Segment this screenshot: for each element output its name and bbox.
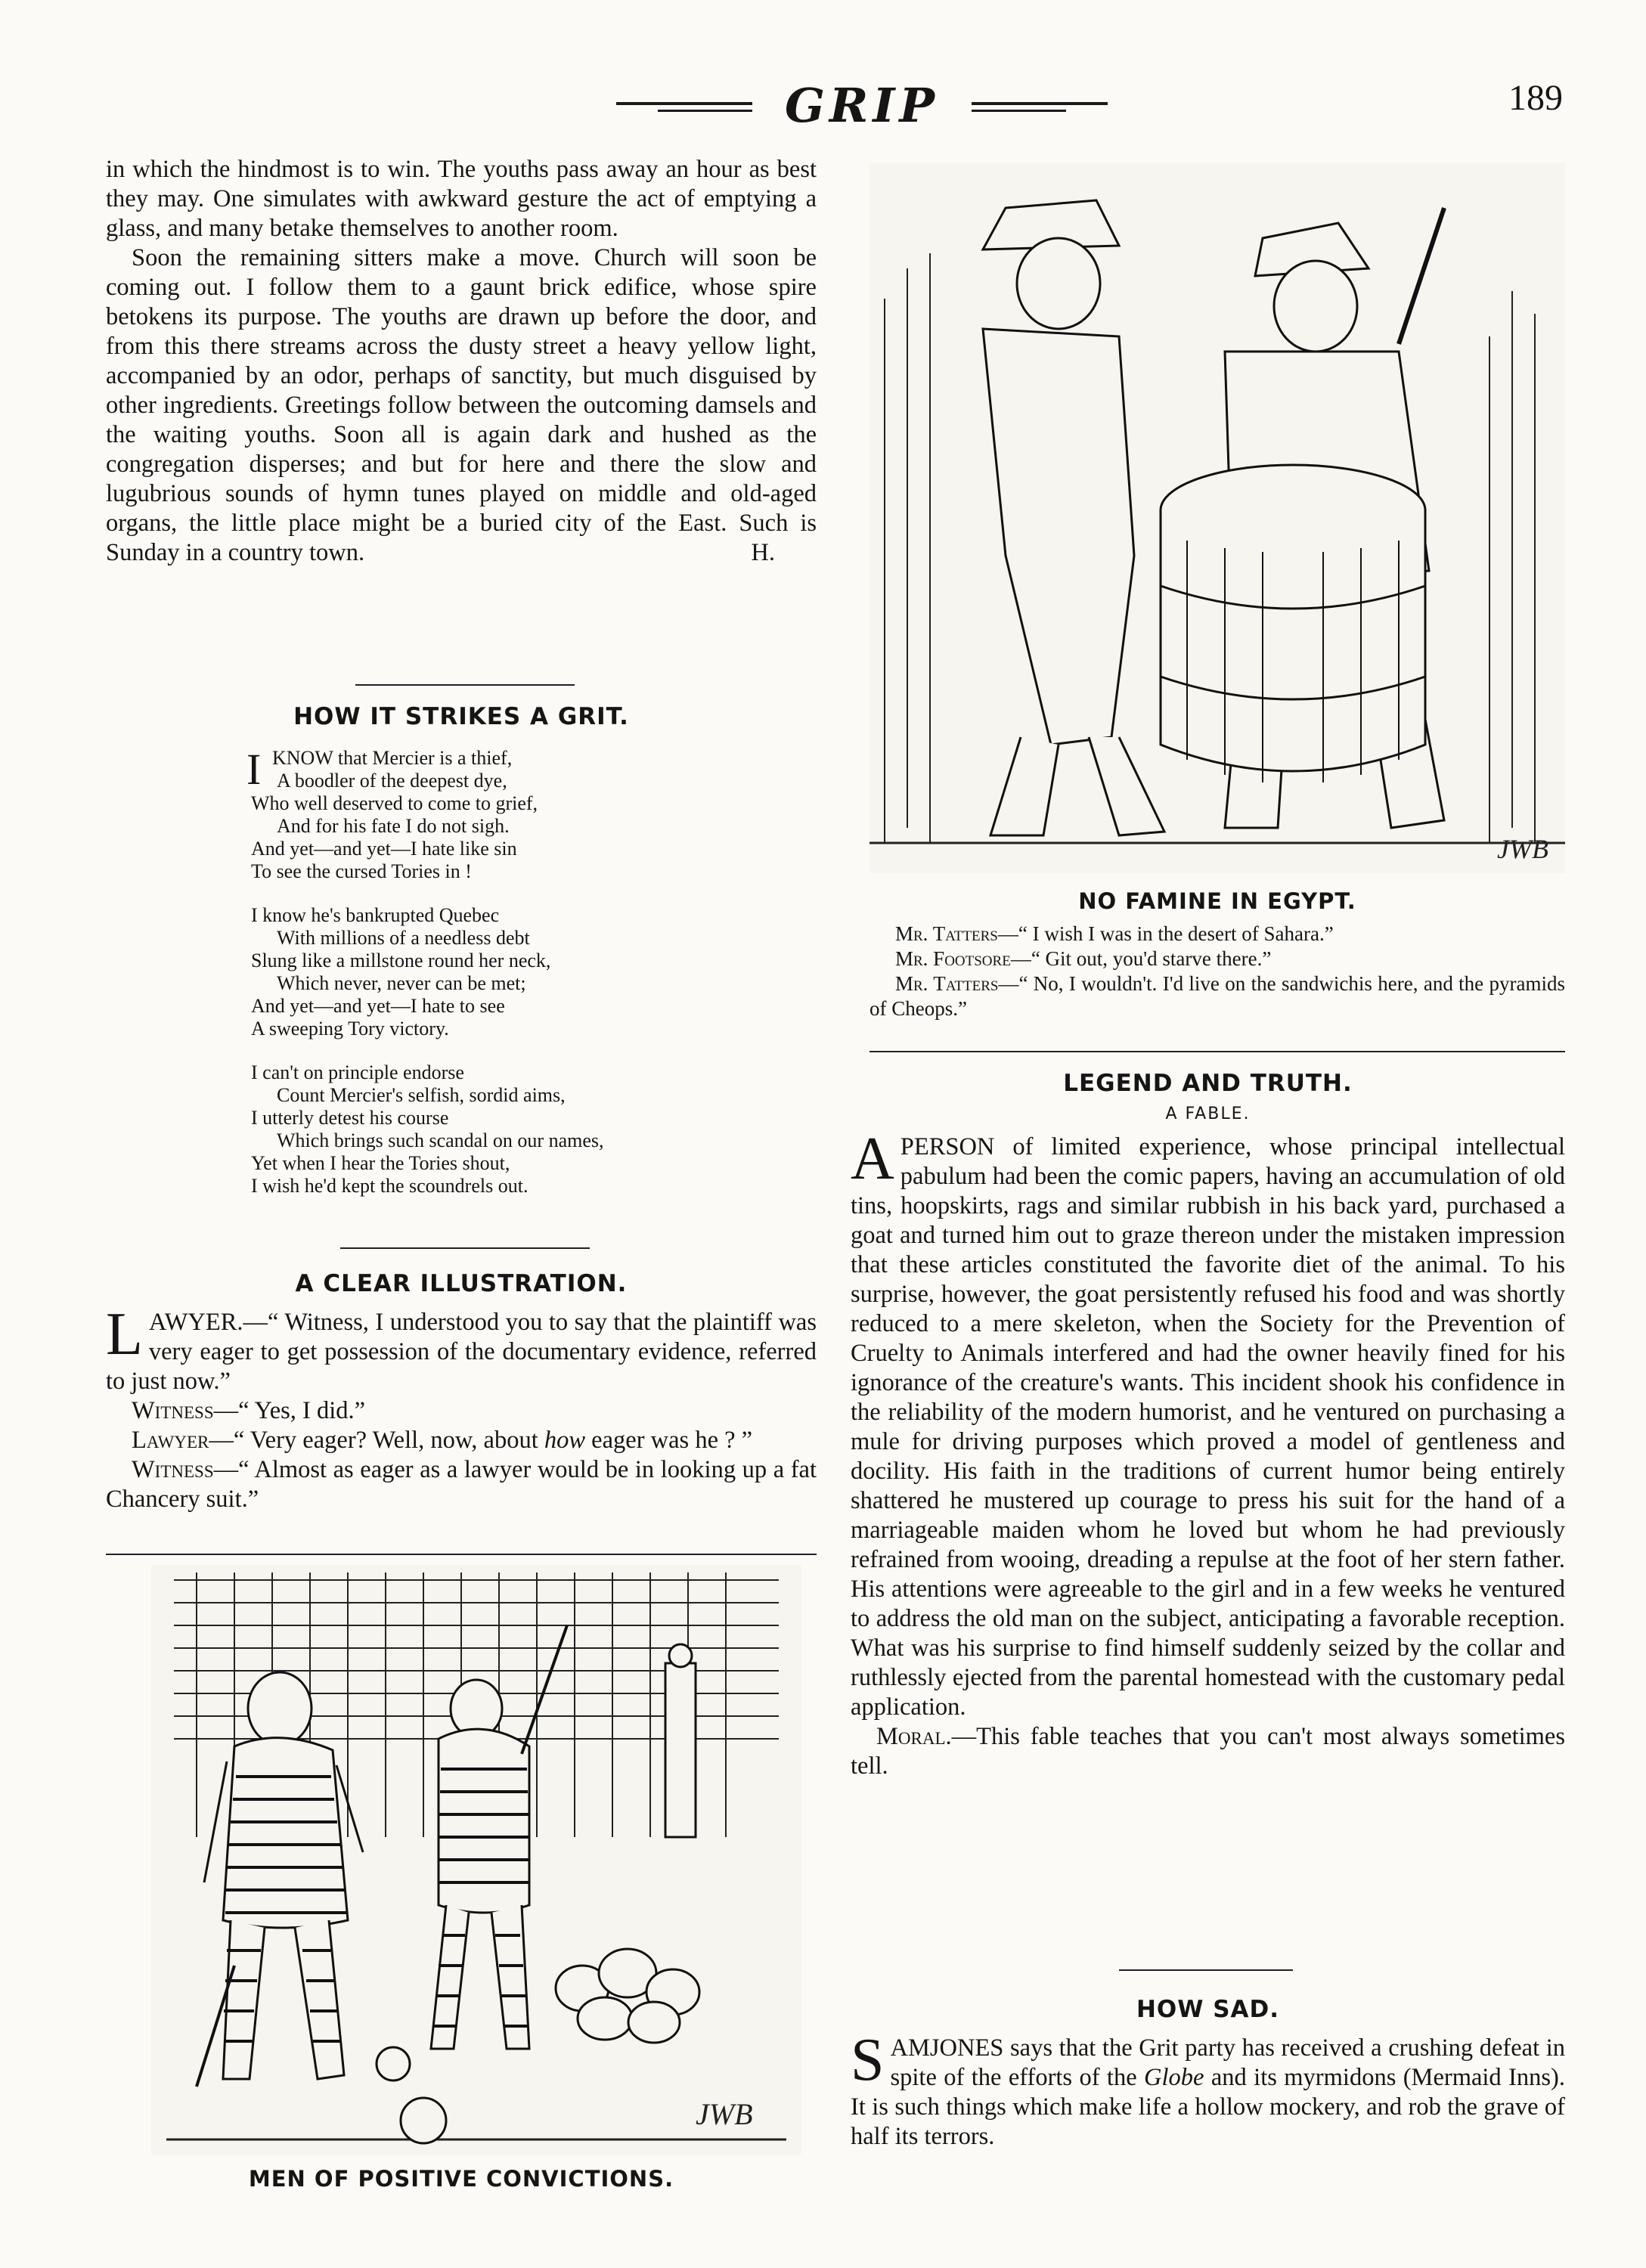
legend-and-truth <box>851 1070 1565 1781</box>
cartoon-men-of-positive-convictions <box>151 1565 801 2155</box>
howsad-dropcap: S <box>851 2027 885 2093</box>
poem-line: To see the cursed Tories in ! <box>251 860 472 882</box>
poem-line: KNOW that Mercier is a thief, <box>272 747 513 769</box>
clear-emphasis: how <box>544 1427 586 1454</box>
legend-title: LEGEND AND TRUTH. <box>1063 1070 1353 1097</box>
poem-line: I utterly detest his course <box>251 1107 449 1129</box>
intro-signature: H. <box>751 539 775 566</box>
poem-body <box>246 745 780 1198</box>
legend-paragraph <box>851 1126 1565 1722</box>
poem-line: I can't on principle endorse <box>251 1061 464 1083</box>
masthead <box>0 72 1646 140</box>
howsad-emphasis: Globe <box>1144 2064 1204 2091</box>
how-sad <box>851 1996 1565 2152</box>
poem-line: A sweeping Tory victory. <box>251 1018 449 1040</box>
howsad-text: and its myrmidons (Mermaid Inns). It is such things which make life a hollow mockery, and rob the grave of half its terrors. <box>851 2064 1565 2150</box>
divider <box>355 684 575 686</box>
masthead-title: GRIP <box>784 78 940 133</box>
speaker-label: AWYER. <box>148 1309 243 1336</box>
poem-line: And yet—and yet—I hate like sin <box>251 838 517 860</box>
clear-lawyer-1 <box>106 1301 817 1396</box>
clear-text: —“ Almost as eager as a lawyer would be in looking up a fat Chancery suit.” <box>106 1456 817 1513</box>
poem-line: A boodler of the deepest dye, <box>277 770 507 792</box>
moral-label: Moral. <box>876 1723 952 1750</box>
cartoon-right-initials: JWB <box>1497 834 1548 864</box>
legend-moral <box>851 1722 1565 1781</box>
divider <box>869 1051 1565 1052</box>
clear-illustration <box>106 1270 817 1514</box>
speaker-label: Witness <box>132 1456 214 1483</box>
clear-text: —“ Witness, I understood you to say that the plaintiff was very eager to get possession of the documentary evidence, referred to just now.” <box>106 1309 817 1395</box>
cartoon-left-initials: JWB <box>696 2097 753 2131</box>
howsad-body <box>851 2027 1565 2152</box>
dialog-line-3 <box>869 971 1565 1021</box>
poem-line: I know he's bankrupted Quebec <box>251 904 500 926</box>
poem-line: I wish he'd kept the scoundrels out. <box>251 1175 529 1197</box>
poem-line: With millions of a needless debt <box>277 927 530 949</box>
cartoon-right-dialog <box>869 922 1565 1021</box>
intro-paragraph-1: in which the hindmost is to win. The youths pass away an hour as best they may. One simulates with awkward gesture the act of emptying a glass, and many betake themselves to another room. <box>106 156 817 242</box>
poem-section <box>106 703 817 730</box>
poem-line: Slung like a millstone round her neck, <box>251 950 551 971</box>
legend-dropcap: A <box>851 1126 894 1192</box>
poem-line: Count Mercier's selfish, sordid aims, <box>277 1084 566 1106</box>
speaker-label: Witness <box>132 1397 214 1424</box>
poem-dropcap: I <box>246 745 262 794</box>
clear-lawyer-2 <box>106 1426 817 1455</box>
page-number: 189 <box>1508 78 1563 118</box>
poem-line: And for his fate I do not sigh. <box>277 815 510 837</box>
cartoon-right-caption-block <box>869 888 1565 1021</box>
cartoon-no-famine-in-egypt <box>869 163 1565 873</box>
clear-text: —“ Very eager? Well, now, about <box>209 1427 544 1454</box>
dialog-line-2 <box>869 947 1565 971</box>
cartoon-left-caption: MEN OF POSITIVE CONVICTIONS. <box>248 2166 674 2192</box>
divider <box>1119 1969 1293 1971</box>
tramps-illustration <box>869 163 1565 873</box>
clear-title: A CLEAR ILLUSTRATION. <box>295 1270 628 1297</box>
poem-line: Which never, never can be met; <box>277 972 526 994</box>
masthead-rule-left <box>616 102 752 105</box>
speaker-label: Mr. Footsore <box>895 947 1011 970</box>
poem-stanza-1 <box>251 747 780 770</box>
poem-line: Which brings such scandal on our names, <box>277 1129 604 1151</box>
masthead-rule-left-2 <box>658 110 752 112</box>
divider <box>106 1554 817 1555</box>
clear-dropcap: L <box>106 1301 143 1368</box>
clear-body <box>106 1301 817 1514</box>
speaker-label: Mr. Tatters <box>895 922 998 945</box>
masthead-rule-right <box>972 102 1108 105</box>
poem-line: Who well deserved to come to grief, <box>251 792 538 814</box>
howsad-title: HOW SAD. <box>1136 1996 1280 2023</box>
dialog-text: —“ No, I wouldn't. I'd live on the sandwichis here, and the pyramids of Cheops.” <box>869 972 1565 1020</box>
speaker-label: Mr. Tatters <box>895 972 999 995</box>
masthead-rule-right-2 <box>972 110 1066 112</box>
convicts-illustration <box>151 1565 801 2155</box>
legend-body <box>851 1126 1565 1781</box>
clear-witness-2 <box>106 1455 817 1514</box>
howsad-paragraph <box>851 2027 1565 2152</box>
dialog-text: —“ Git out, you'd starve there.” <box>1010 947 1272 970</box>
poem-line: Yet when I hear the Tories shout, <box>251 1152 510 1174</box>
clear-witness-1 <box>106 1396 817 1426</box>
dialog-text: —“ I wish I was in the desert of Sahara.” <box>997 922 1334 945</box>
intro-article <box>106 155 817 568</box>
clear-text: —“ Yes, I did.” <box>213 1397 366 1424</box>
howsad-text: AMJONES says that the Grit party has received a crushing defeat in spite of the efforts of the <box>890 2034 1565 2091</box>
intro-paragraph-2: Soon the remaining sitters make a move. Church will soon be coming out. I follow them to a gaunt brick edifice, whose spire betokens its purpose. The youths are drawn up before the door, and from this there streams across the dusty street a heavy yellow light, accompanied by an odor, perhaps of sanctity, but much disguised by other ingredients. Greetings follow between the outcoming damsels and the waiting youths. Soon all is again dark and hushed as the congregation disperses; and but for here and there the slow and lugubrious sounds of hymn tunes played on middle and old-aged organs, the little place might be a buried city of the East. Such is Sunday in a country town. <box>106 244 817 566</box>
poem-title: HOW IT STRIKES A GRIT. <box>293 703 629 730</box>
legend-subtitle: A FABLE. <box>1165 1105 1251 1123</box>
poem-line: And yet—and yet—I hate to see <box>251 995 505 1017</box>
legend-text: PERSON of limited experience, whose principal intellectual pabulum had been the comic papers, having an accumulation of old tins, hoopskirts, rags and similar rubbish in his back yard, purchased a goat and turned him out to graze thereon under the mistaken impression that these articles constituted the favorite diet of the animal. To his surprise, however, the goat persistently refused his food and was shortly reduced to a mere skeleton, when the Society for the Prevention of Cruelty to Animals interfered and had the owner heavily fined for his ignorance of the creature's wants. This incident shook his confidence in the reliability of the modern humorist, and he ventured on purchasing a mule for driving purposes which proved a model of gentleness and docility. His faith in the traditions of current humor being entirely shattered he mustered up courage to press his suit for the hand of a marriageable maiden whom he loved but whom he had previously refrained from wooing, dreading a repulse at the foot of her stern father. His attentions were agreeable to the girl and in a few weeks he ventured to address the old man on the subject, anticipating a favorable reception. What was his surprise to find himself suddenly seized by the collar and ruthlessly ejected from the parental homestead with the customary pedal application. <box>851 1133 1565 1721</box>
cartoon-right-caption: NO FAMINE IN EGYPT. <box>1078 888 1356 914</box>
clear-text: eager was he ? ” <box>585 1427 753 1454</box>
speaker-label: Lawyer <box>132 1427 209 1454</box>
divider <box>340 1247 590 1249</box>
dialog-line-1 <box>869 922 1565 947</box>
moral-text: —This fable teaches that you can't most always sometimes tell. <box>851 1723 1565 1780</box>
